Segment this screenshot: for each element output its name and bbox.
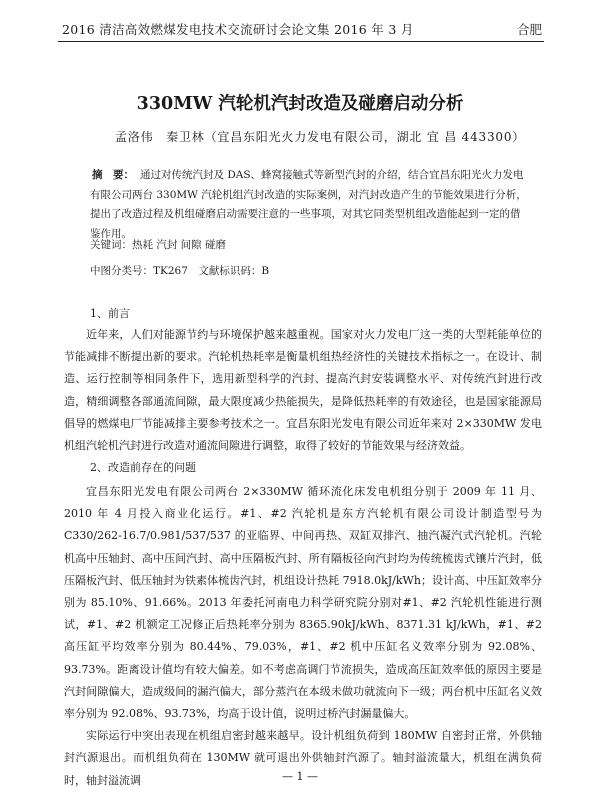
body-paragraph: 近年来，人们对能源节约与环境保护越来越重视。国家对火力发电厂这一类的大型耗能单位的节能减排不断提出新的要求。汽轮机热耗率是衡量机组热经济性的关键技术指标之一。在设计、制造、运行控制等相同条件下，选用新型科学的汽封、提高汽封安装调整水平、对传统汽封进行改造，精细调整各部通流间隙，最大限度减少热能损失，是降低热耗率的有效途径，也是国家能源局倡导的燃煤电厂节能减排主要参考技术之一。宜昌东阳光发电有限公司近年来对 2×330MW 发电机组汽轮机汽封进行改造对通流间隙进行调整，取得了较好的节能效果与经济效益。 <box>64 328 542 453</box>
header-divider <box>58 41 544 42</box>
body-paragraph: 实际运行中突出表现在机组启密封越来越早。设计机组负荷到 180MW 自密封正常，外供轴封汽源退出。而机组负荷在 130MW 就可退出外供轴封汽源了。轴封溢流量大，机组在满负荷时，轴封溢流调 <box>64 729 542 787</box>
section-heading-problems: 2、改造前存在的问题 <box>90 461 196 474</box>
abstract-label: 摘 要： <box>92 169 134 181</box>
page-number: — 1 — <box>282 770 318 783</box>
paper-title: 330MW 汽轮机汽封改造及碰磨启动分析 <box>136 94 464 114</box>
paper-authors: 孟洛伟 秦卫林（宜昌东阳光火力发电有限公司，湖北 宜 昌 443300） <box>115 130 526 144</box>
abstract-text: 通过对传统汽封及 DAS、蜂窝接触式等新型汽封的介绍，结合宜昌东阳光火力发电有限公司两台 330MW 汽轮机组汽封改造的实际案例，对汽封改造产生的节能效果进行分析，提出了改造过程及机组碰磨启动需要注意的一些事项，对其它同类型机组改造能起到一定的借鉴作用。 <box>90 169 527 240</box>
abstract <box>90 166 530 244</box>
body-paragraph: 宜昌东阳光发电有限公司两台 2×330MW 循环流化床发电机组分别于 2009 年 11 月、2010 年 4 月投入商业化运行。#1、#2 汽轮机是东方汽轮机有限公司设计制造型号为 C330/262-16.7/0.981/537/537 的亚临界、中间再热、双缸双排汽、抽汽凝汽式汽轮机。汽轮机高中压轴封、高中压间汽封、高中压隔板汽封、所有隔板径向汽封均为传统梳齿式镶片汽封，低压隔板汽封、低压轴封为铁素体梳齿汽封，机组设计热耗 7918.0kJ/kWh；设计高、中压缸效率分别为 85.10%、91.66%。2013 年委托河南电力科学研究院分别对#1、#2 汽轮机性能进行测试，#1、#2 机额定工况修正后热耗率分别为 8365.90kJ/kWh、8371.31 kJ/kWh，#1、#2 高压缸平均效率分别为 80.44%、79.03%，#1、#2 机中压缸名义效率分别为 92.08%、93.73%。距离设计值均有较大偏差。如不考虑高调门节流损失，造成高压缸效率低的原因主要是汽封间隙偏大，造成级间的漏汽偏大，部分蒸汽在本级未做功就流向下一级；两台机中压缸名义效率分别为 92.08%、93.73%，均高于设计值，说明过桥汽封漏量偏大。 <box>64 485 542 721</box>
running-header-title: 2016 清洁高效燃煤发电技术交流研讨会论文集 2016 年 3 月 <box>62 22 414 37</box>
keywords: 关键词：热耗 汽封 间隙 碰磨 <box>90 239 227 251</box>
section-body-problems <box>64 481 542 792</box>
section-body-preface <box>64 324 542 457</box>
section-heading-preface: 1、前言 <box>90 307 130 320</box>
classification-codes: 中图分类号：TK267 文献标识码：B <box>90 265 270 277</box>
running-header-location: 合肥 <box>516 22 542 37</box>
